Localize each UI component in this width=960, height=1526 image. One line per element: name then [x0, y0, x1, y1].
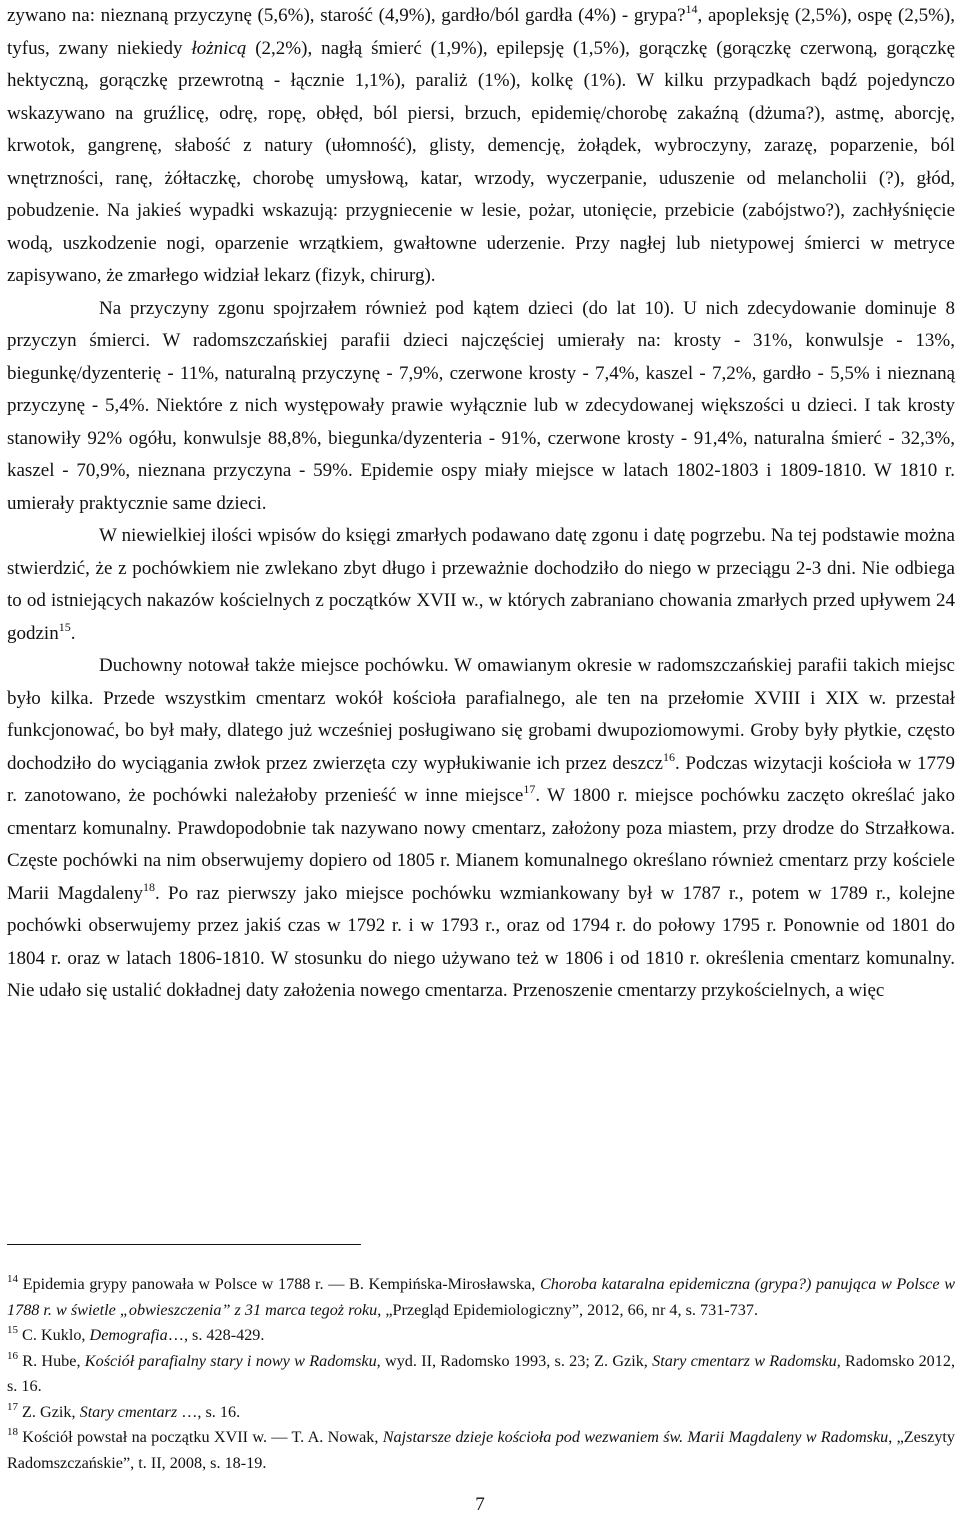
text-run: …, s. 428-429.: [167, 1326, 265, 1344]
footnote: [7, 1425, 955, 1476]
text-run: , Radomsko 2012, s. 16.: [7, 1351, 956, 1395]
text-run: R. Hube,: [18, 1351, 85, 1370]
paragraph: [7, 520, 955, 650]
footnote-ref: 18: [142, 879, 155, 894]
footnote-ref: 17: [523, 782, 536, 796]
text-run: , „Przegląd Epidemiologiczny”, 2012, 66, nr 4, s. 731-737.: [377, 1300, 759, 1319]
footnote-ref: 17: [7, 1400, 18, 1413]
text-run: .: [70, 622, 76, 644]
footnote: [7, 1400, 955, 1426]
italic-text: Kościół parafialny stary i nowy w Radomsku: [84, 1351, 377, 1370]
text-run: . W 1800 r. miejsce pochówku zaczęto określać jako cmentarz komunalny. Prawdopodobnie tak nazywano nowy cmentarz, założony poza miastem, przy drodze do Strzałkowa. Częste pochówki na nim obserwujemy dopiero od 1805 r. Mianem komunalnego określano również cmentarz przy kościele Marii Magdaleny: [7, 785, 955, 904]
text-run: (2,2%), nagłą śmierć (1,9%), epilepsję (1,5%), gorączkę (gorączkę czerwoną, gorączkę hektyczną, gorączkę przewrotną - łącznie 1,1%), paraliż (1%), kolkę (1%). W kilku przypadkach bądź pojedynczo wskazywano na gruźlicę, odrę, ropę, obłęd, ból piersi, brzuch, epidemię/chorobę zakaźną (dżuma?), astmę, aborcję, krwotok, gangrenę, słabość z natury (ułomność), glisty, demencję, żołądek, wybroczyny, zarazę, poparzenie, ból wnętrzności, ranę, żółtaczkę, chorobę umysłową, katar, wrzody, wyczerpanie, uduszenie od melancholii (?), głód, pobudzenie. Na jakieś wypadki wskazują: przygniecenie w lesie, pożar, utonięcie, przebicie (zabójstwo?), zachłyśnięcie wodą, uszkodzenie nogi, oparzenie wrzątkiem, gwałtowne uderzenie. Przy nagłej lub nietypowej śmierci w metryce zapisywano, że zmarłego widział lekarz (fizyk, chirurg).: [7, 37, 955, 286]
footnote: [7, 1272, 955, 1323]
paragraph: [7, 650, 955, 1008]
italic-text: Najstarsze dzieje kościoła pod wezwaniem św. Marii Magdaleny w Radomsku: [382, 1428, 889, 1446]
page-number: 7: [475, 1494, 485, 1515]
text-run: zywano na: nieznaną przyczynę (5,6%), starość (4,9%), gardło/ból gardła (4%) - grypa?: [7, 5, 686, 26]
text-run: …, s. 16.: [177, 1402, 241, 1421]
text-run: Kościół powstał na początku XVII w. — T. A. Nowak,: [18, 1428, 383, 1446]
text-run: W niewielkiej ilości wpisów do księgi zmarłych podawano datę zgonu i datę pogrzebu. Na tej podstawie można stwierdzić, że z pochówkiem nie zwlekano zbyt długo i przeważnie dochodziło do niego w przeciągu 2-3 dni. Nie odbiega to od istniejących nakazów kościelnych z początków XVII w., w których zabraniano chowania zmarłych przed upływem 24 godzin: [7, 525, 955, 644]
footnote-ref: 18: [7, 1426, 18, 1438]
italic-text: Choroba kataralna epidemiczna (grypa?) panująca w Polsce w 1788 r.: [7, 1275, 955, 1319]
italic-text: Stary cmentarz: [79, 1402, 178, 1421]
paragraph: [7, 293, 955, 521]
footnote: [7, 1349, 955, 1400]
italic-text: Stary cmentarz w Radomsku: [652, 1351, 837, 1370]
text-run: . Podczas wizytacji kościoła w 1779 r. zanotowano, że pochówki należałoby przenieść w inne miejsce: [7, 752, 955, 806]
text-run: . Po raz pierwszy jako miejsce pochówku wzmiankowany był w 1787 r., potem w 1789 r., kolejne pochówki obserwujemy przez jakiś czas w 1792 r. i w 1793 r., oraz od 1794 r. do połowy 1795 r. Ponownie od 1801 do 1804 r. oraz w latach 1806-1810. W stosunku do niego używano też w 1806 i od 1810 r. określenia cmentarz komunalny. Nie udało się ustalić dokładnej daty założenia nowego cmentarza. Przenoszenie cmentarzy przykościelnych, a więc: [7, 882, 955, 1001]
text-run: Na przyczyny zgonu spojrzałem również pod kątem dzieci (do lat 10). U nich zdecydowanie dominuje 8 przyczyn śmierci. W radomszczańskiej parafii dzieci najczęściej umierały na: krosty - 31%, konwulsje - 13%, biegunkę/dyzenterię - 11%, naturalną przyczynę - 7,9%, czerwone krosty - 7,4%, kaszel - 7,2%, gardło - 5,5% i nieznaną przyczynę - 5,4%. Niektóre z nich występowały prawie wyłącznie lub w zdecydowanej większości u dzieci. I tak krosty stanowiły 92% ogółu, konwulsje 88,8%, biegunka/dyzenteria - 91%, czerwone krosty - 91,4%, naturalna śmierć - 32,3%, kaszel - 70,9%, nieznana przyczyna - 59%. Epidemie ospy miały miejsce w latach 1802-1803 i 1809-1810. W 1810 r. umierały praktycznie same dzieci.: [7, 297, 955, 514]
text-run: Z. Gzik,: [18, 1402, 80, 1421]
text-run: , apopleksję (2,5%), ospę (2,5%), tyfus, zwany niekiedy: [7, 5, 955, 59]
footnote-ref: 16: [7, 1349, 18, 1362]
italic-text: w świetle „obwieszczenia” z 31 marca tegoż roku: [56, 1300, 378, 1319]
text-run: Epidemia grypy panowała w Polsce w 1788 r. — B. Kempińska-Mirosławska,: [18, 1275, 540, 1293]
footnote-ref: 14: [7, 1273, 18, 1285]
paragraph: [7, 0, 955, 293]
italic-text: Demografia: [89, 1326, 168, 1344]
footnote-ref: 14: [685, 2, 698, 16]
text-run: , „Zeszyty Radomszczańskie”, t. II, 2008, s. 18-19.: [7, 1428, 955, 1472]
footnote-separator: [7, 1244, 361, 1245]
text-run: , wyd. II, Radomsko 1993, s. 23; Z. Gzik,: [376, 1351, 653, 1370]
footnote: [7, 1323, 955, 1349]
footnote-ref: 16: [662, 749, 675, 764]
body-text: [7, 0, 955, 1008]
footnote-ref: 15: [7, 1324, 18, 1336]
footnotes: [7, 1272, 955, 1476]
text-run: C. Kuklo,: [18, 1326, 90, 1344]
text-run: Duchowny notował także miejsce pochówku. W omawianym okresie w radomszczańskiej parafii takich miejsc było kilka. Przede wszystkim cmentarz wokół kościoła parafialnego, ale ten na przełomie XVIII i XIX w. przestał funkcjonować, bo był mały, dlatego już wcześniej posługiwano się grobami dwupoziomowymi. Groby były płytkie, często dochodziło do wyciągania zwłok przez zwierzęta czy wypłukiwanie ich przez deszcz: [7, 655, 955, 774]
footnote-ref: 15: [58, 619, 71, 634]
italic-text: łożnicą: [191, 37, 247, 59]
